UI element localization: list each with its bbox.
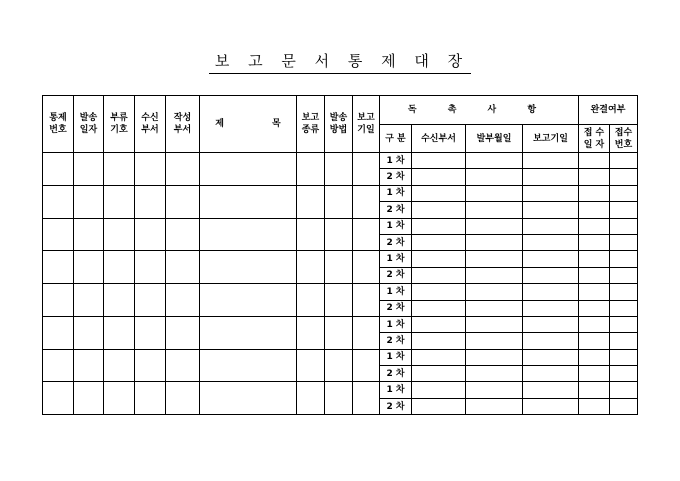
table-row [43,382,638,398]
entry-cell[interactable] [325,382,353,415]
urge-entry-cell[interactable] [579,251,610,267]
urge-entry-cell[interactable] [579,349,610,365]
urge-entry-cell[interactable] [523,366,579,382]
entry-cell[interactable] [43,218,74,251]
round-label: 1 차 [380,284,412,300]
entry-cell[interactable] [104,284,135,317]
urge-entry-cell[interactable] [523,333,579,349]
header-urge-report-due: 보고기일 [523,125,579,153]
entry-cell[interactable] [104,349,135,382]
entry-cell[interactable] [74,218,104,251]
urge-entry-cell[interactable] [466,366,523,382]
urge-entry-cell[interactable] [610,382,638,398]
urge-entry-cell[interactable] [610,234,638,250]
urge-entry-cell[interactable] [579,300,610,316]
round-label: 2 차 [380,169,412,185]
report-register-table [42,95,638,415]
urge-entry-cell[interactable] [466,316,523,332]
document-title [0,50,680,74]
round-label: 1 차 [380,218,412,234]
entry-cell[interactable] [166,153,200,186]
entry-cell[interactable] [135,251,166,284]
entry-cell[interactable] [325,349,353,382]
entry-cell[interactable] [353,153,380,186]
urge-entry-cell[interactable] [610,349,638,365]
urge-entry-cell[interactable] [466,267,523,283]
header-send-method: 발송 방법 [325,96,353,153]
round-label: 2 차 [380,267,412,283]
urge-entry-cell[interactable] [412,153,466,169]
urge-entry-cell[interactable] [412,202,466,218]
entry-cell[interactable] [200,185,297,218]
urge-entry-cell[interactable] [412,398,466,414]
urge-entry-cell[interactable] [466,218,523,234]
urge-entry-cell[interactable] [523,169,579,185]
entry-cell[interactable] [104,382,135,415]
entry-cell[interactable] [200,316,297,349]
urge-entry-cell[interactable] [579,202,610,218]
entry-cell[interactable] [297,349,325,382]
urge-entry-cell[interactable] [412,185,466,201]
urge-entry-cell[interactable] [579,169,610,185]
urge-entry-cell[interactable] [412,366,466,382]
entry-cell[interactable] [200,251,297,284]
urge-entry-cell[interactable] [579,366,610,382]
urge-entry-cell[interactable] [523,300,579,316]
urge-entry-cell[interactable] [412,300,466,316]
header-control-no: 통제 번호 [43,96,74,153]
header-class-code: 부류 기호 [104,96,135,153]
urge-entry-cell[interactable] [466,185,523,201]
urge-entry-cell[interactable] [523,153,579,169]
entry-cell[interactable] [353,185,380,218]
urge-entry-cell[interactable] [466,333,523,349]
table-row [43,218,638,234]
header-subject: 제 목 [200,96,297,153]
urge-entry-cell[interactable] [579,153,610,169]
urge-entry-cell[interactable] [412,349,466,365]
urge-entry-cell[interactable] [610,218,638,234]
urge-entry-cell[interactable] [523,382,579,398]
entry-cell[interactable] [104,316,135,349]
header-send-date: 발송 일자 [74,96,104,153]
entry-cell[interactable] [43,153,74,186]
urge-entry-cell[interactable] [523,398,579,414]
entry-cell[interactable] [74,284,104,317]
entry-cell[interactable] [200,349,297,382]
round-label: 2 차 [380,333,412,349]
entry-cell[interactable] [297,218,325,251]
entry-cell[interactable] [297,382,325,415]
header-recv-dept: 수신 부서 [135,96,166,153]
entry-cell[interactable] [135,218,166,251]
entry-cell[interactable] [135,382,166,415]
urge-entry-cell[interactable] [610,267,638,283]
entry-cell[interactable] [104,251,135,284]
urge-entry-cell[interactable] [610,251,638,267]
urge-entry-cell[interactable] [523,251,579,267]
urge-entry-cell[interactable] [466,169,523,185]
header-urge-group: 독 촉 사 항 [380,96,579,125]
entry-cell[interactable] [104,218,135,251]
entry-cell[interactable] [166,251,200,284]
entry-cell[interactable] [104,153,135,186]
urge-entry-cell[interactable] [579,382,610,398]
entry-cell[interactable] [74,153,104,186]
urge-entry-cell[interactable] [579,234,610,250]
urge-entry-cell[interactable] [466,382,523,398]
header-receipt-date: 접 수 일 자 [579,125,610,153]
entry-cell[interactable] [74,349,104,382]
entry-cell[interactable] [200,382,297,415]
urge-entry-cell[interactable] [610,398,638,414]
urge-entry-cell[interactable] [610,185,638,201]
entry-cell[interactable] [166,218,200,251]
urge-entry-cell[interactable] [466,349,523,365]
round-label: 1 차 [380,185,412,201]
table-row [43,251,638,267]
entry-cell[interactable] [166,284,200,317]
entry-cell[interactable] [74,382,104,415]
entry-cell[interactable] [43,185,74,218]
header-report-type: 보고 종류 [297,96,325,153]
entry-cell[interactable] [297,316,325,349]
urge-entry-cell[interactable] [412,251,466,267]
urge-entry-cell[interactable] [523,202,579,218]
urge-entry-cell[interactable] [523,234,579,250]
urge-entry-cell[interactable] [579,316,610,332]
urge-entry-cell[interactable] [610,153,638,169]
round-label: 1 차 [380,382,412,398]
entry-cell[interactable] [135,153,166,186]
header-urge-issue-date: 발부월일 [466,125,523,153]
urge-entry-cell[interactable] [466,251,523,267]
urge-entry-cell[interactable] [579,218,610,234]
urge-entry-cell[interactable] [610,169,638,185]
urge-entry-cell[interactable] [412,284,466,300]
urge-entry-cell[interactable] [412,218,466,234]
entry-cell[interactable] [43,316,74,349]
urge-entry-cell[interactable] [466,398,523,414]
urge-entry-cell[interactable] [523,267,579,283]
entry-cell[interactable] [43,382,74,415]
table-row [43,153,638,169]
header-urge-recv-dept: 수신부서 [412,125,466,153]
urge-entry-cell[interactable] [523,218,579,234]
urge-entry-cell[interactable] [466,153,523,169]
entry-cell[interactable] [297,185,325,218]
urge-entry-cell[interactable] [412,267,466,283]
header-urge-division: 구 분 [380,125,412,153]
entry-cell[interactable] [353,251,380,284]
table-row [43,185,638,201]
header-receipt-no: 접수 번호 [610,125,638,153]
entry-cell[interactable] [353,316,380,349]
entry-cell[interactable] [353,382,380,415]
entry-cell[interactable] [353,284,380,317]
urge-entry-cell[interactable] [579,284,610,300]
header-author-dept: 작성 부서 [166,96,200,153]
header-complete-group: 완결여부 [579,96,638,125]
urge-entry-cell[interactable] [412,333,466,349]
round-label: 1 차 [380,251,412,267]
urge-entry-cell[interactable] [610,202,638,218]
entry-cell[interactable] [325,153,353,186]
round-label: 2 차 [380,234,412,250]
entry-cell[interactable] [200,284,297,317]
register-body [43,153,638,415]
entry-cell[interactable] [325,251,353,284]
entry-cell[interactable] [200,153,297,186]
round-label: 1 차 [380,153,412,169]
header-report-due: 보고 기일 [353,96,380,153]
title-text: 보 고 문 서 통 제 대 장 [209,50,471,74]
table-row [43,316,638,332]
round-label: 1 차 [380,316,412,332]
entry-cell[interactable] [166,349,200,382]
round-label: 2 차 [380,202,412,218]
urge-entry-cell[interactable] [466,202,523,218]
entry-cell[interactable] [135,349,166,382]
urge-entry-cell[interactable] [523,349,579,365]
entry-cell[interactable] [74,316,104,349]
entry-cell[interactable] [353,349,380,382]
entry-cell[interactable] [325,316,353,349]
entry-cell[interactable] [200,218,297,251]
urge-entry-cell[interactable] [579,267,610,283]
entry-cell[interactable] [43,284,74,317]
entry-cell[interactable] [43,349,74,382]
urge-entry-cell[interactable] [466,300,523,316]
entry-cell[interactable] [325,218,353,251]
entry-cell[interactable] [74,185,104,218]
entry-cell[interactable] [297,153,325,186]
urge-entry-cell[interactable] [412,382,466,398]
entry-cell[interactable] [135,316,166,349]
urge-entry-cell[interactable] [579,333,610,349]
round-label: 2 차 [380,300,412,316]
urge-entry-cell[interactable] [523,316,579,332]
entry-cell[interactable] [74,251,104,284]
urge-entry-cell[interactable] [610,284,638,300]
round-label: 2 차 [380,366,412,382]
urge-entry-cell[interactable] [466,234,523,250]
urge-entry-cell[interactable] [610,366,638,382]
entry-cell[interactable] [135,284,166,317]
entry-cell[interactable] [325,284,353,317]
urge-entry-cell[interactable] [610,300,638,316]
urge-entry-cell[interactable] [412,234,466,250]
entry-cell[interactable] [166,316,200,349]
urge-entry-cell[interactable] [412,169,466,185]
entry-cell[interactable] [166,382,200,415]
table-row [43,349,638,365]
entry-cell[interactable] [104,185,135,218]
entry-cell[interactable] [135,185,166,218]
urge-entry-cell[interactable] [412,316,466,332]
urge-entry-cell[interactable] [579,185,610,201]
entry-cell[interactable] [325,185,353,218]
entry-cell[interactable] [297,251,325,284]
round-label: 1 차 [380,349,412,365]
entry-cell[interactable] [166,185,200,218]
urge-entry-cell[interactable] [610,333,638,349]
entry-cell[interactable] [297,284,325,317]
urge-entry-cell[interactable] [466,284,523,300]
urge-entry-cell[interactable] [610,316,638,332]
urge-entry-cell[interactable] [579,398,610,414]
urge-entry-cell[interactable] [523,185,579,201]
table-row [43,284,638,300]
entry-cell[interactable] [353,218,380,251]
entry-cell[interactable] [43,251,74,284]
round-label: 2 차 [380,398,412,414]
urge-entry-cell[interactable] [523,284,579,300]
